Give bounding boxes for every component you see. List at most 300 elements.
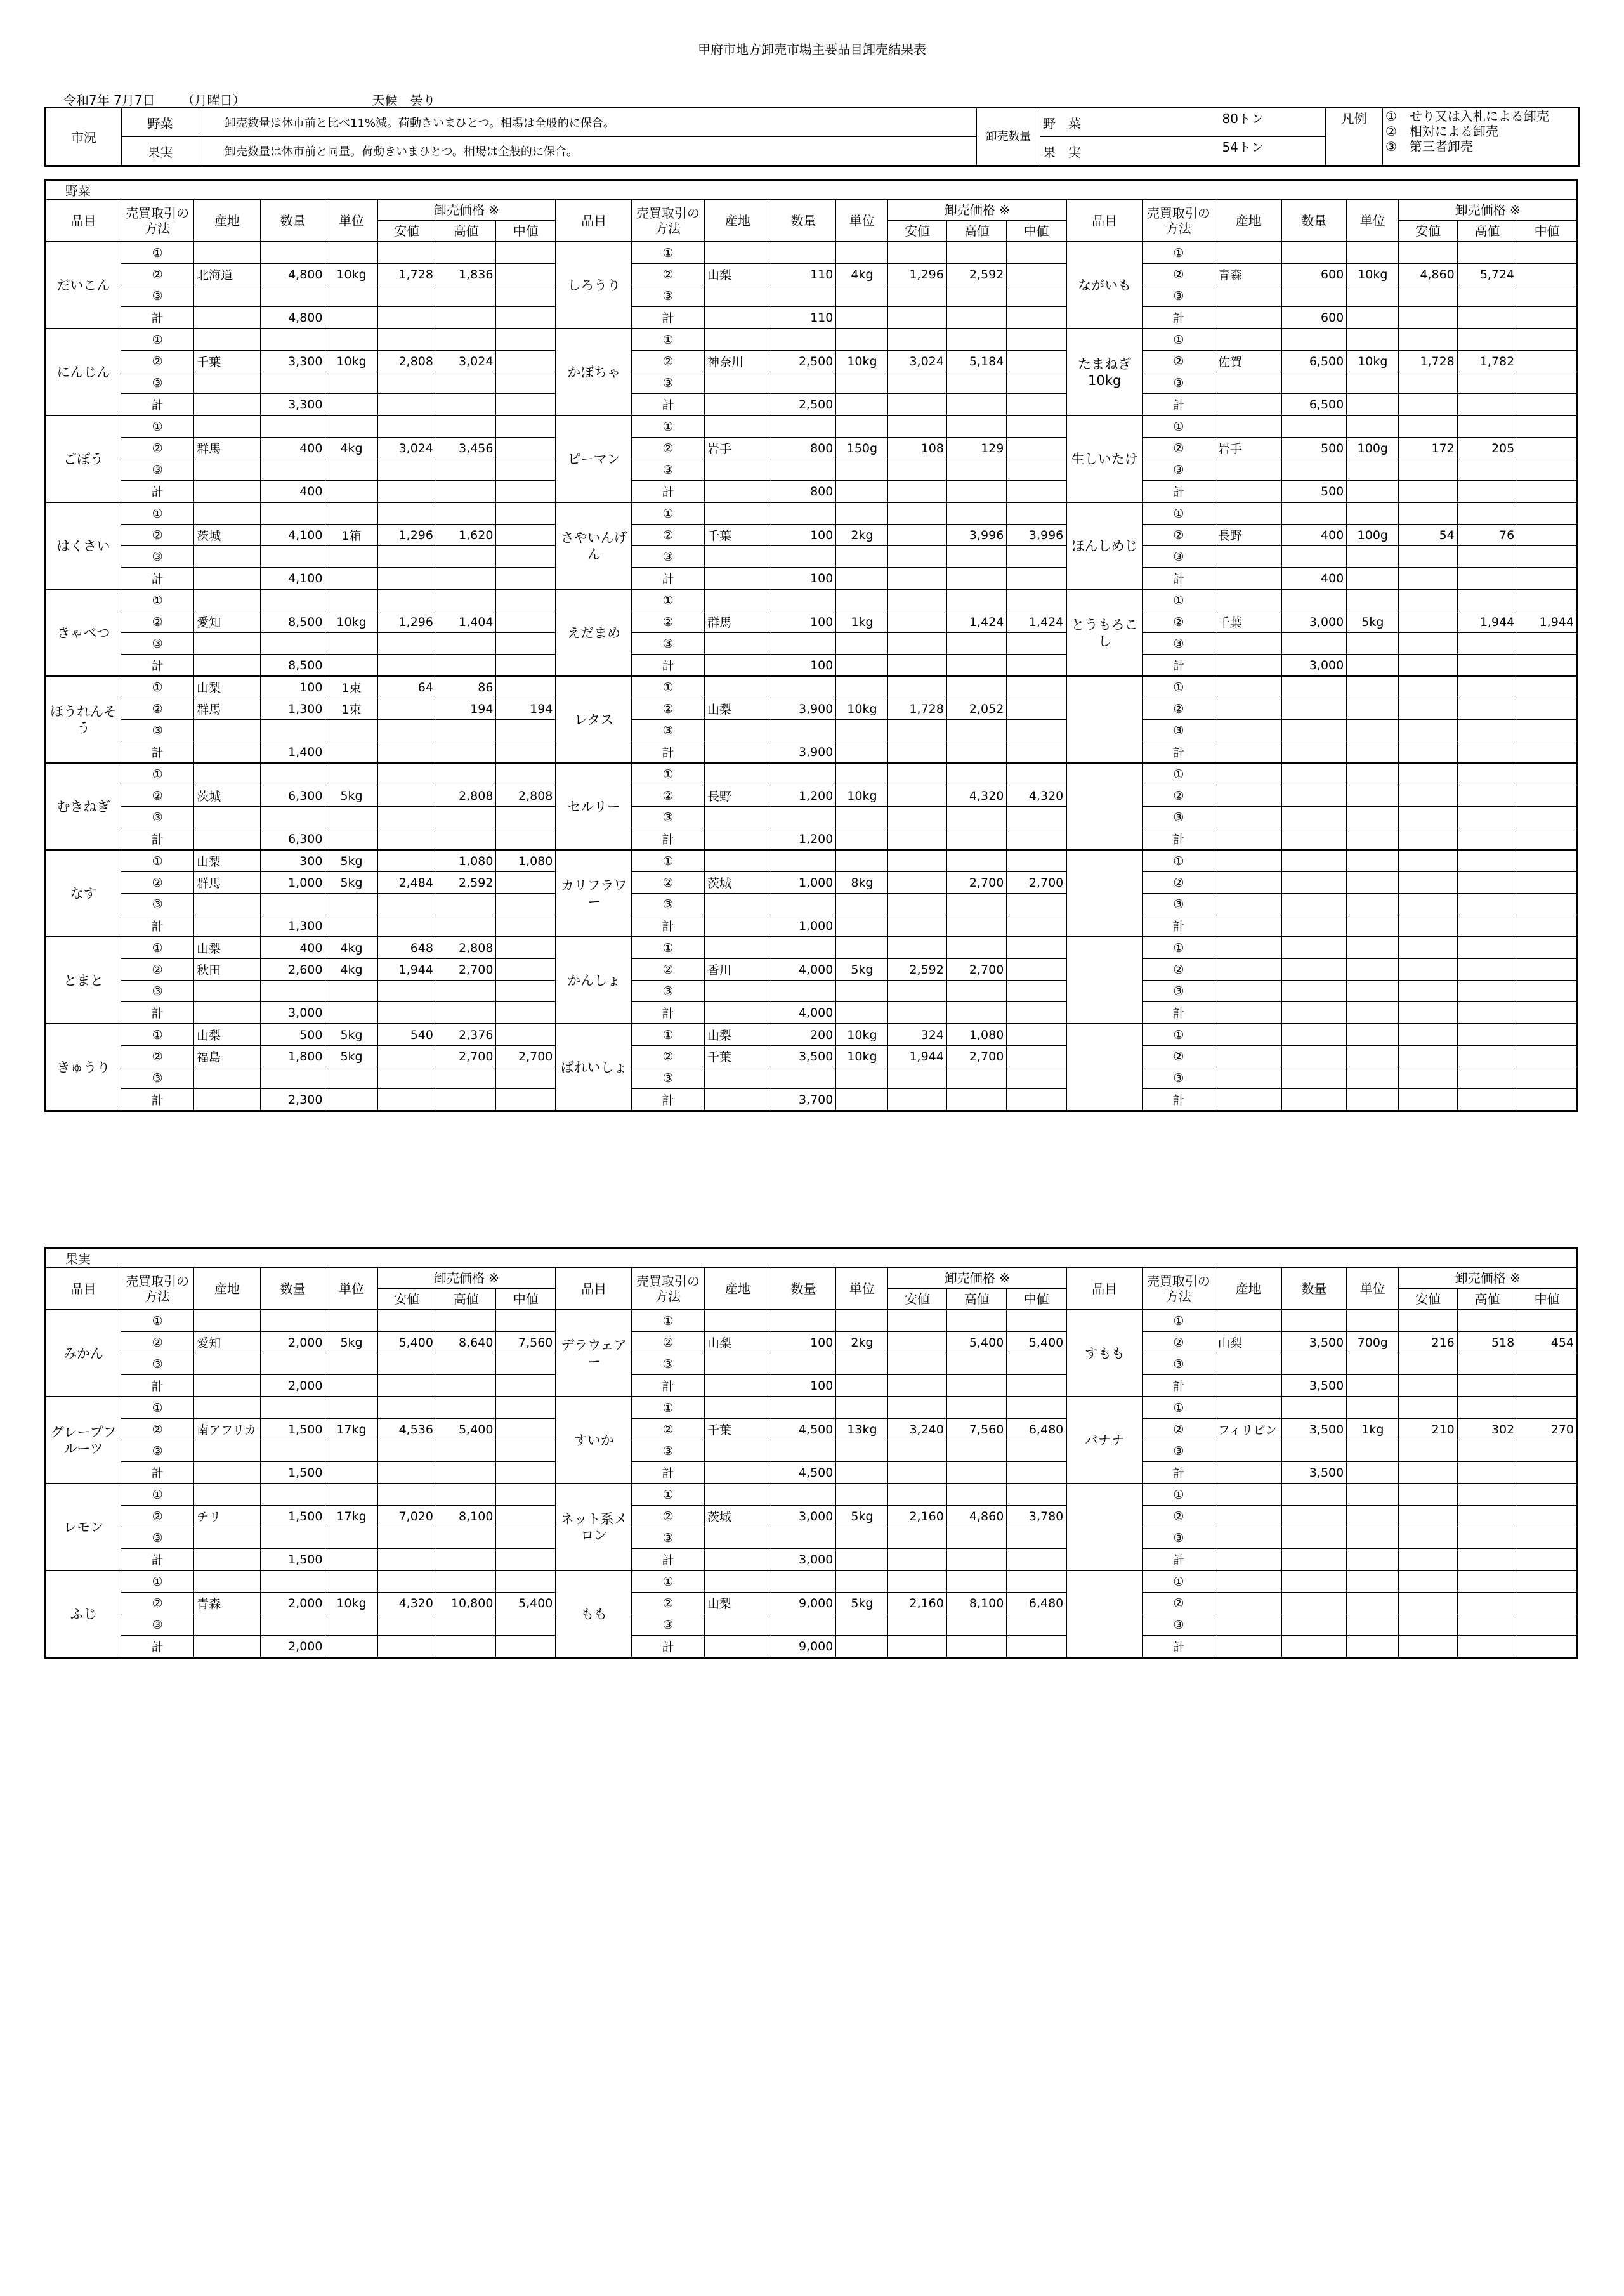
origin-cell xyxy=(1215,633,1281,655)
origin-cell: 南アフリカ xyxy=(194,1419,261,1440)
origin-cell xyxy=(704,1375,771,1397)
price-mid-cell xyxy=(496,741,556,764)
qty-cell xyxy=(771,459,836,481)
price-high-cell xyxy=(436,329,495,351)
price-mid-cell xyxy=(496,676,556,698)
price-mid-cell xyxy=(496,568,556,590)
unit-cell xyxy=(836,981,888,1002)
price-high-cell xyxy=(946,1397,1006,1419)
unit-cell xyxy=(1347,372,1399,394)
qty-cell xyxy=(771,1614,836,1636)
price-low-cell xyxy=(1399,372,1457,394)
price-mid-cell xyxy=(1517,1462,1578,1484)
unit-cell xyxy=(1347,1462,1399,1484)
price-high-cell xyxy=(1457,329,1517,351)
price-mid-cell xyxy=(1007,1397,1066,1419)
header-method: 売買取引の方法 xyxy=(631,200,704,242)
price-mid-cell xyxy=(496,1614,556,1636)
price-high-cell xyxy=(1457,459,1517,481)
price-high-cell xyxy=(1457,1089,1517,1111)
price-high-cell xyxy=(1457,807,1517,828)
unit-cell xyxy=(325,828,377,851)
qty-cell: 3,500 xyxy=(771,1046,836,1067)
price-low-cell xyxy=(888,633,946,655)
price-high-cell xyxy=(436,1462,495,1484)
method-mark: ② xyxy=(121,438,194,459)
unit-cell: 4kg xyxy=(325,937,377,959)
table-row xyxy=(46,264,1578,285)
item-name: カリフラワー xyxy=(556,850,631,937)
price-mid-cell xyxy=(1007,307,1066,329)
price-low-cell xyxy=(888,459,946,481)
price-mid-cell xyxy=(1517,1527,1578,1549)
unit-cell: 4kg xyxy=(325,438,377,459)
table-row xyxy=(46,1506,1578,1527)
header-method: 売買取引の方法 xyxy=(1142,200,1215,242)
origin-cell xyxy=(704,568,771,590)
price-high-cell: 194 xyxy=(436,698,495,720)
unit-cell xyxy=(325,394,377,416)
header-mid: 中値 xyxy=(1007,1289,1066,1310)
method-mark: 計 xyxy=(631,1636,704,1658)
qty-cell xyxy=(1281,1506,1347,1527)
price-mid-cell: 4,320 xyxy=(1007,785,1066,807)
price-mid-cell xyxy=(496,1506,556,1527)
method-mark: ③ xyxy=(121,1614,194,1636)
unit-cell xyxy=(836,1002,888,1024)
price-high-cell xyxy=(436,807,495,828)
price-high-cell xyxy=(946,1353,1006,1375)
qty-cell xyxy=(1281,242,1347,264)
unit-cell xyxy=(1347,981,1399,1002)
header-mid: 中値 xyxy=(1517,221,1578,242)
origin-cell xyxy=(1215,1353,1281,1375)
qty-cell: 3,500 xyxy=(1281,1375,1347,1397)
price-low-cell xyxy=(888,1089,946,1111)
origin-cell xyxy=(194,655,261,677)
unit-cell: 13kg xyxy=(836,1419,888,1440)
origin-cell xyxy=(194,546,261,568)
method-mark: ① xyxy=(631,1397,704,1419)
item-name: にんじん xyxy=(46,329,121,415)
origin-cell xyxy=(1215,807,1281,828)
legend-item-3: ③ 第三者卸売 xyxy=(1385,139,1473,154)
price-high-cell xyxy=(436,1527,495,1549)
method-mark: ③ xyxy=(121,372,194,394)
qty-cell xyxy=(1281,1570,1347,1593)
qty-cell xyxy=(1281,720,1347,741)
header-origin: 産地 xyxy=(704,200,771,242)
price-mid-cell xyxy=(1007,828,1066,851)
origin-cell xyxy=(1215,937,1281,959)
method-mark: 計 xyxy=(631,741,704,764)
price-low-cell xyxy=(377,307,436,329)
origin-cell xyxy=(704,415,771,438)
price-mid-cell xyxy=(1517,1484,1578,1506)
origin-cell xyxy=(704,1310,771,1332)
unit-cell xyxy=(1347,1397,1399,1419)
origin-cell xyxy=(1215,1067,1281,1089)
qty-cell xyxy=(260,502,325,525)
qty-cell xyxy=(771,372,836,394)
price-mid-cell xyxy=(1517,372,1578,394)
method-mark: ② xyxy=(631,525,704,546)
price-mid-cell xyxy=(1007,807,1066,828)
legend-item-2: ② 相対による卸売 xyxy=(1385,124,1498,139)
method-mark: ① xyxy=(1142,502,1215,525)
header-item: 品目 xyxy=(1066,1268,1142,1310)
price-high-cell xyxy=(436,1002,495,1024)
origin-cell xyxy=(194,372,261,394)
price-high-cell xyxy=(946,981,1006,1002)
unit-cell xyxy=(836,1397,888,1419)
item-name: 生しいたけ xyxy=(1066,415,1142,502)
price-mid-cell xyxy=(496,372,556,394)
price-mid-cell xyxy=(496,589,556,611)
price-mid-cell: 1,424 xyxy=(1007,611,1066,633)
section-title: 野菜 xyxy=(46,180,1578,200)
method-mark: 計 xyxy=(1142,1375,1215,1397)
price-low-cell xyxy=(377,285,436,307)
table-row xyxy=(46,915,1578,937)
price-low-cell: 4,536 xyxy=(377,1419,436,1440)
price-mid-cell xyxy=(496,1067,556,1089)
origin-cell xyxy=(704,459,771,481)
qty-cell xyxy=(1281,502,1347,525)
origin-cell xyxy=(1215,546,1281,568)
price-mid-cell xyxy=(1007,633,1066,655)
table-row xyxy=(46,1024,1578,1046)
price-low-cell xyxy=(888,481,946,503)
method-mark: 計 xyxy=(1142,481,1215,503)
item-name: だいこん xyxy=(46,242,121,329)
origin-cell xyxy=(194,1484,261,1506)
price-high-cell xyxy=(946,1440,1006,1462)
item-name: みかん xyxy=(46,1310,121,1397)
table-row xyxy=(46,415,1578,438)
price-high-cell: 302 xyxy=(1457,1419,1517,1440)
origin-cell: 山梨 xyxy=(704,698,771,720)
qty-cell xyxy=(771,1527,836,1549)
unit-cell xyxy=(325,285,377,307)
unit-cell xyxy=(325,1614,377,1636)
price-high-cell: 2,700 xyxy=(946,872,1006,894)
method-mark: ② xyxy=(631,611,704,633)
table-row xyxy=(46,1332,1578,1353)
unit-cell xyxy=(836,1484,888,1506)
origin-cell: チリ xyxy=(194,1506,261,1527)
unit-cell xyxy=(1347,1067,1399,1089)
price-high-cell xyxy=(436,502,495,525)
price-mid-cell xyxy=(496,1024,556,1046)
unit-cell xyxy=(836,546,888,568)
unit-cell xyxy=(325,502,377,525)
origin-cell xyxy=(1215,828,1281,851)
qty-cell xyxy=(771,502,836,525)
method-mark: 計 xyxy=(1142,568,1215,590)
price-high-cell xyxy=(946,459,1006,481)
method-mark: ② xyxy=(1142,1332,1215,1353)
item-name: たまねぎ10kg xyxy=(1066,329,1142,415)
table-row xyxy=(46,438,1578,459)
unit-cell xyxy=(836,568,888,590)
origin-cell: 長野 xyxy=(1215,525,1281,546)
method-mark: 計 xyxy=(121,1549,194,1571)
origin-cell xyxy=(1215,915,1281,937)
origin-cell: 秋田 xyxy=(194,959,261,981)
price-high-cell: 2,700 xyxy=(946,959,1006,981)
price-high-cell xyxy=(1457,785,1517,807)
item-name: えだまめ xyxy=(556,589,631,676)
origin-cell xyxy=(1215,1440,1281,1462)
price-low-cell: 2,160 xyxy=(888,1593,946,1614)
price-high-cell xyxy=(1457,1067,1517,1089)
header-low: 安値 xyxy=(377,221,436,242)
price-mid-cell xyxy=(1517,1593,1578,1614)
unit-cell xyxy=(1347,676,1399,698)
item-name xyxy=(1066,763,1142,850)
header-low: 安値 xyxy=(377,1289,436,1310)
price-low-cell xyxy=(1399,1484,1457,1506)
qty-cell: 4,800 xyxy=(260,264,325,285)
method-mark: ② xyxy=(121,1506,194,1527)
unit-cell xyxy=(325,1636,377,1658)
volume-fruit-value: 54トン xyxy=(1161,137,1326,166)
price-mid-cell xyxy=(1517,459,1578,481)
price-mid-cell xyxy=(1517,589,1578,611)
price-mid-cell xyxy=(496,894,556,915)
method-mark: ② xyxy=(121,264,194,285)
unit-cell xyxy=(1347,698,1399,720)
qty-cell: 1,500 xyxy=(260,1419,325,1440)
method-mark: ② xyxy=(1142,611,1215,633)
origin-cell xyxy=(1215,589,1281,611)
item-name xyxy=(1066,1024,1142,1111)
qty-cell xyxy=(1281,1397,1347,1419)
unit-cell xyxy=(836,394,888,416)
unit-cell xyxy=(836,1375,888,1397)
price-low-cell xyxy=(888,850,946,872)
unit-cell xyxy=(836,1614,888,1636)
origin-cell xyxy=(704,1397,771,1419)
price-mid-cell xyxy=(1007,915,1066,937)
price-low-cell: 3,024 xyxy=(377,438,436,459)
origin-cell xyxy=(194,1397,261,1419)
unit-cell xyxy=(836,1310,888,1332)
origin-cell: 千葉 xyxy=(704,1046,771,1067)
method-mark: ① xyxy=(121,1397,194,1419)
method-mark: ① xyxy=(631,1570,704,1593)
unit-cell xyxy=(836,1067,888,1089)
qty-cell xyxy=(1281,1636,1347,1658)
legend-item-1: ① せり又は入札による卸売 xyxy=(1385,108,1549,124)
origin-cell xyxy=(1215,981,1281,1002)
price-mid-cell xyxy=(1007,1549,1066,1571)
table-row xyxy=(46,828,1578,851)
qty-cell xyxy=(771,546,836,568)
header-origin: 産地 xyxy=(704,1268,771,1310)
origin-cell xyxy=(194,242,261,264)
origin-cell xyxy=(1215,872,1281,894)
origin-cell xyxy=(1215,785,1281,807)
price-high-cell xyxy=(436,1636,495,1658)
price-mid-cell xyxy=(1007,894,1066,915)
price-high-cell xyxy=(946,1375,1006,1397)
method-mark: ① xyxy=(121,850,194,872)
qty-cell: 1,500 xyxy=(260,1462,325,1484)
method-mark: 計 xyxy=(1142,1089,1215,1111)
qty-cell xyxy=(260,242,325,264)
price-mid-cell xyxy=(496,1375,556,1397)
qty-cell xyxy=(771,415,836,438)
origin-cell xyxy=(704,1549,771,1571)
method-mark: 計 xyxy=(1142,1549,1215,1571)
price-mid-cell xyxy=(496,1440,556,1462)
price-low-cell: 2,484 xyxy=(377,872,436,894)
qty-cell xyxy=(260,894,325,915)
unit-cell xyxy=(325,1089,377,1111)
origin-cell xyxy=(194,1089,261,1111)
price-low-cell xyxy=(888,242,946,264)
qty-cell xyxy=(260,1397,325,1419)
price-low-cell xyxy=(377,720,436,741)
qty-cell: 3,000 xyxy=(1281,611,1347,633)
header-qty: 数量 xyxy=(260,200,325,242)
item-name xyxy=(1066,937,1142,1024)
method-mark: 計 xyxy=(631,1375,704,1397)
price-high-cell xyxy=(436,1353,495,1375)
price-high-cell xyxy=(1457,633,1517,655)
table-row xyxy=(46,394,1578,416)
price-high-cell xyxy=(946,394,1006,416)
origin-cell: 山梨 xyxy=(1215,1332,1281,1353)
price-mid-cell: 1,080 xyxy=(496,850,556,872)
price-high-cell: 1,620 xyxy=(436,525,495,546)
qty-cell xyxy=(1281,329,1347,351)
origin-cell xyxy=(194,1527,261,1549)
price-low-cell xyxy=(377,394,436,416)
price-low-cell xyxy=(1399,502,1457,525)
price-mid-cell xyxy=(1007,981,1066,1002)
qty-cell: 110 xyxy=(771,307,836,329)
header-qty: 数量 xyxy=(260,1268,325,1310)
price-high-cell xyxy=(1457,1484,1517,1506)
item-name: さやいんげん xyxy=(556,502,631,589)
unit-cell xyxy=(325,459,377,481)
price-high-cell xyxy=(1457,698,1517,720)
price-low-cell xyxy=(888,525,946,546)
origin-cell xyxy=(194,633,261,655)
method-mark: ③ xyxy=(631,546,704,568)
price-mid-cell xyxy=(1007,1570,1066,1593)
unit-cell xyxy=(325,915,377,937)
header-price: 卸売価格 ※ xyxy=(1399,200,1578,221)
method-mark: ① xyxy=(1142,850,1215,872)
method-mark: ② xyxy=(1142,785,1215,807)
origin-cell xyxy=(704,589,771,611)
table-row xyxy=(46,307,1578,329)
price-low-cell xyxy=(888,611,946,633)
price-high-cell: 205 xyxy=(1457,438,1517,459)
method-mark: ③ xyxy=(631,894,704,915)
price-mid-cell xyxy=(1517,525,1578,546)
price-mid-cell xyxy=(1517,394,1578,416)
unit-cell xyxy=(1347,894,1399,915)
price-low-cell xyxy=(888,741,946,764)
method-mark: ③ xyxy=(631,1353,704,1375)
origin-cell xyxy=(1215,1549,1281,1571)
origin-cell xyxy=(1215,372,1281,394)
price-high-cell xyxy=(946,242,1006,264)
origin-cell: 茨城 xyxy=(704,1506,771,1527)
unit-cell: 17kg xyxy=(325,1419,377,1440)
unit-cell xyxy=(325,1440,377,1462)
qty-cell xyxy=(1281,959,1347,981)
origin-cell xyxy=(194,307,261,329)
unit-cell xyxy=(1347,741,1399,764)
unit-cell xyxy=(1347,502,1399,525)
price-high-cell xyxy=(1457,1462,1517,1484)
price-high-cell xyxy=(436,285,495,307)
header-mid: 中値 xyxy=(496,221,556,242)
origin-cell xyxy=(704,676,771,698)
legend-label: 凡例 xyxy=(1326,108,1383,166)
method-mark: ③ xyxy=(1142,459,1215,481)
table-row xyxy=(46,872,1578,894)
price-low-cell: 540 xyxy=(377,1024,436,1046)
qty-cell xyxy=(260,589,325,611)
method-mark: ② xyxy=(631,698,704,720)
origin-cell xyxy=(194,1462,261,1484)
unit-cell xyxy=(836,242,888,264)
price-mid-cell xyxy=(1517,915,1578,937)
date-line xyxy=(63,90,462,108)
price-high-cell xyxy=(946,1310,1006,1332)
method-mark: ② xyxy=(631,785,704,807)
unit-cell xyxy=(1347,242,1399,264)
origin-cell xyxy=(704,285,771,307)
price-high-cell xyxy=(946,1002,1006,1024)
unit-cell: 10kg xyxy=(325,611,377,633)
price-low-cell xyxy=(377,894,436,915)
header-method: 売買取引の方法 xyxy=(121,200,194,242)
price-high-cell xyxy=(436,1440,495,1462)
qty-cell xyxy=(260,763,325,785)
origin-cell xyxy=(194,981,261,1002)
price-mid-cell xyxy=(496,981,556,1002)
price-low-cell xyxy=(888,872,946,894)
price-low-cell: 4,320 xyxy=(377,1593,436,1614)
price-mid-cell: 3,780 xyxy=(1007,1506,1066,1527)
header-mid: 中値 xyxy=(1007,221,1066,242)
method-mark: ② xyxy=(631,438,704,459)
qty-cell: 600 xyxy=(1281,264,1347,285)
method-mark: ② xyxy=(1142,872,1215,894)
price-low-cell xyxy=(377,1375,436,1397)
item-name: なす xyxy=(46,850,121,937)
method-mark: ② xyxy=(1142,1046,1215,1067)
price-low-cell xyxy=(377,1002,436,1024)
method-mark: ③ xyxy=(631,1614,704,1636)
price-high-cell xyxy=(946,481,1006,503)
origin-cell xyxy=(704,1570,771,1593)
unit-cell xyxy=(836,1570,888,1593)
price-mid-cell xyxy=(1007,720,1066,741)
price-low-cell xyxy=(888,1397,946,1419)
price-high-cell xyxy=(946,720,1006,741)
unit-cell xyxy=(1347,1046,1399,1067)
unit-cell xyxy=(1347,415,1399,438)
